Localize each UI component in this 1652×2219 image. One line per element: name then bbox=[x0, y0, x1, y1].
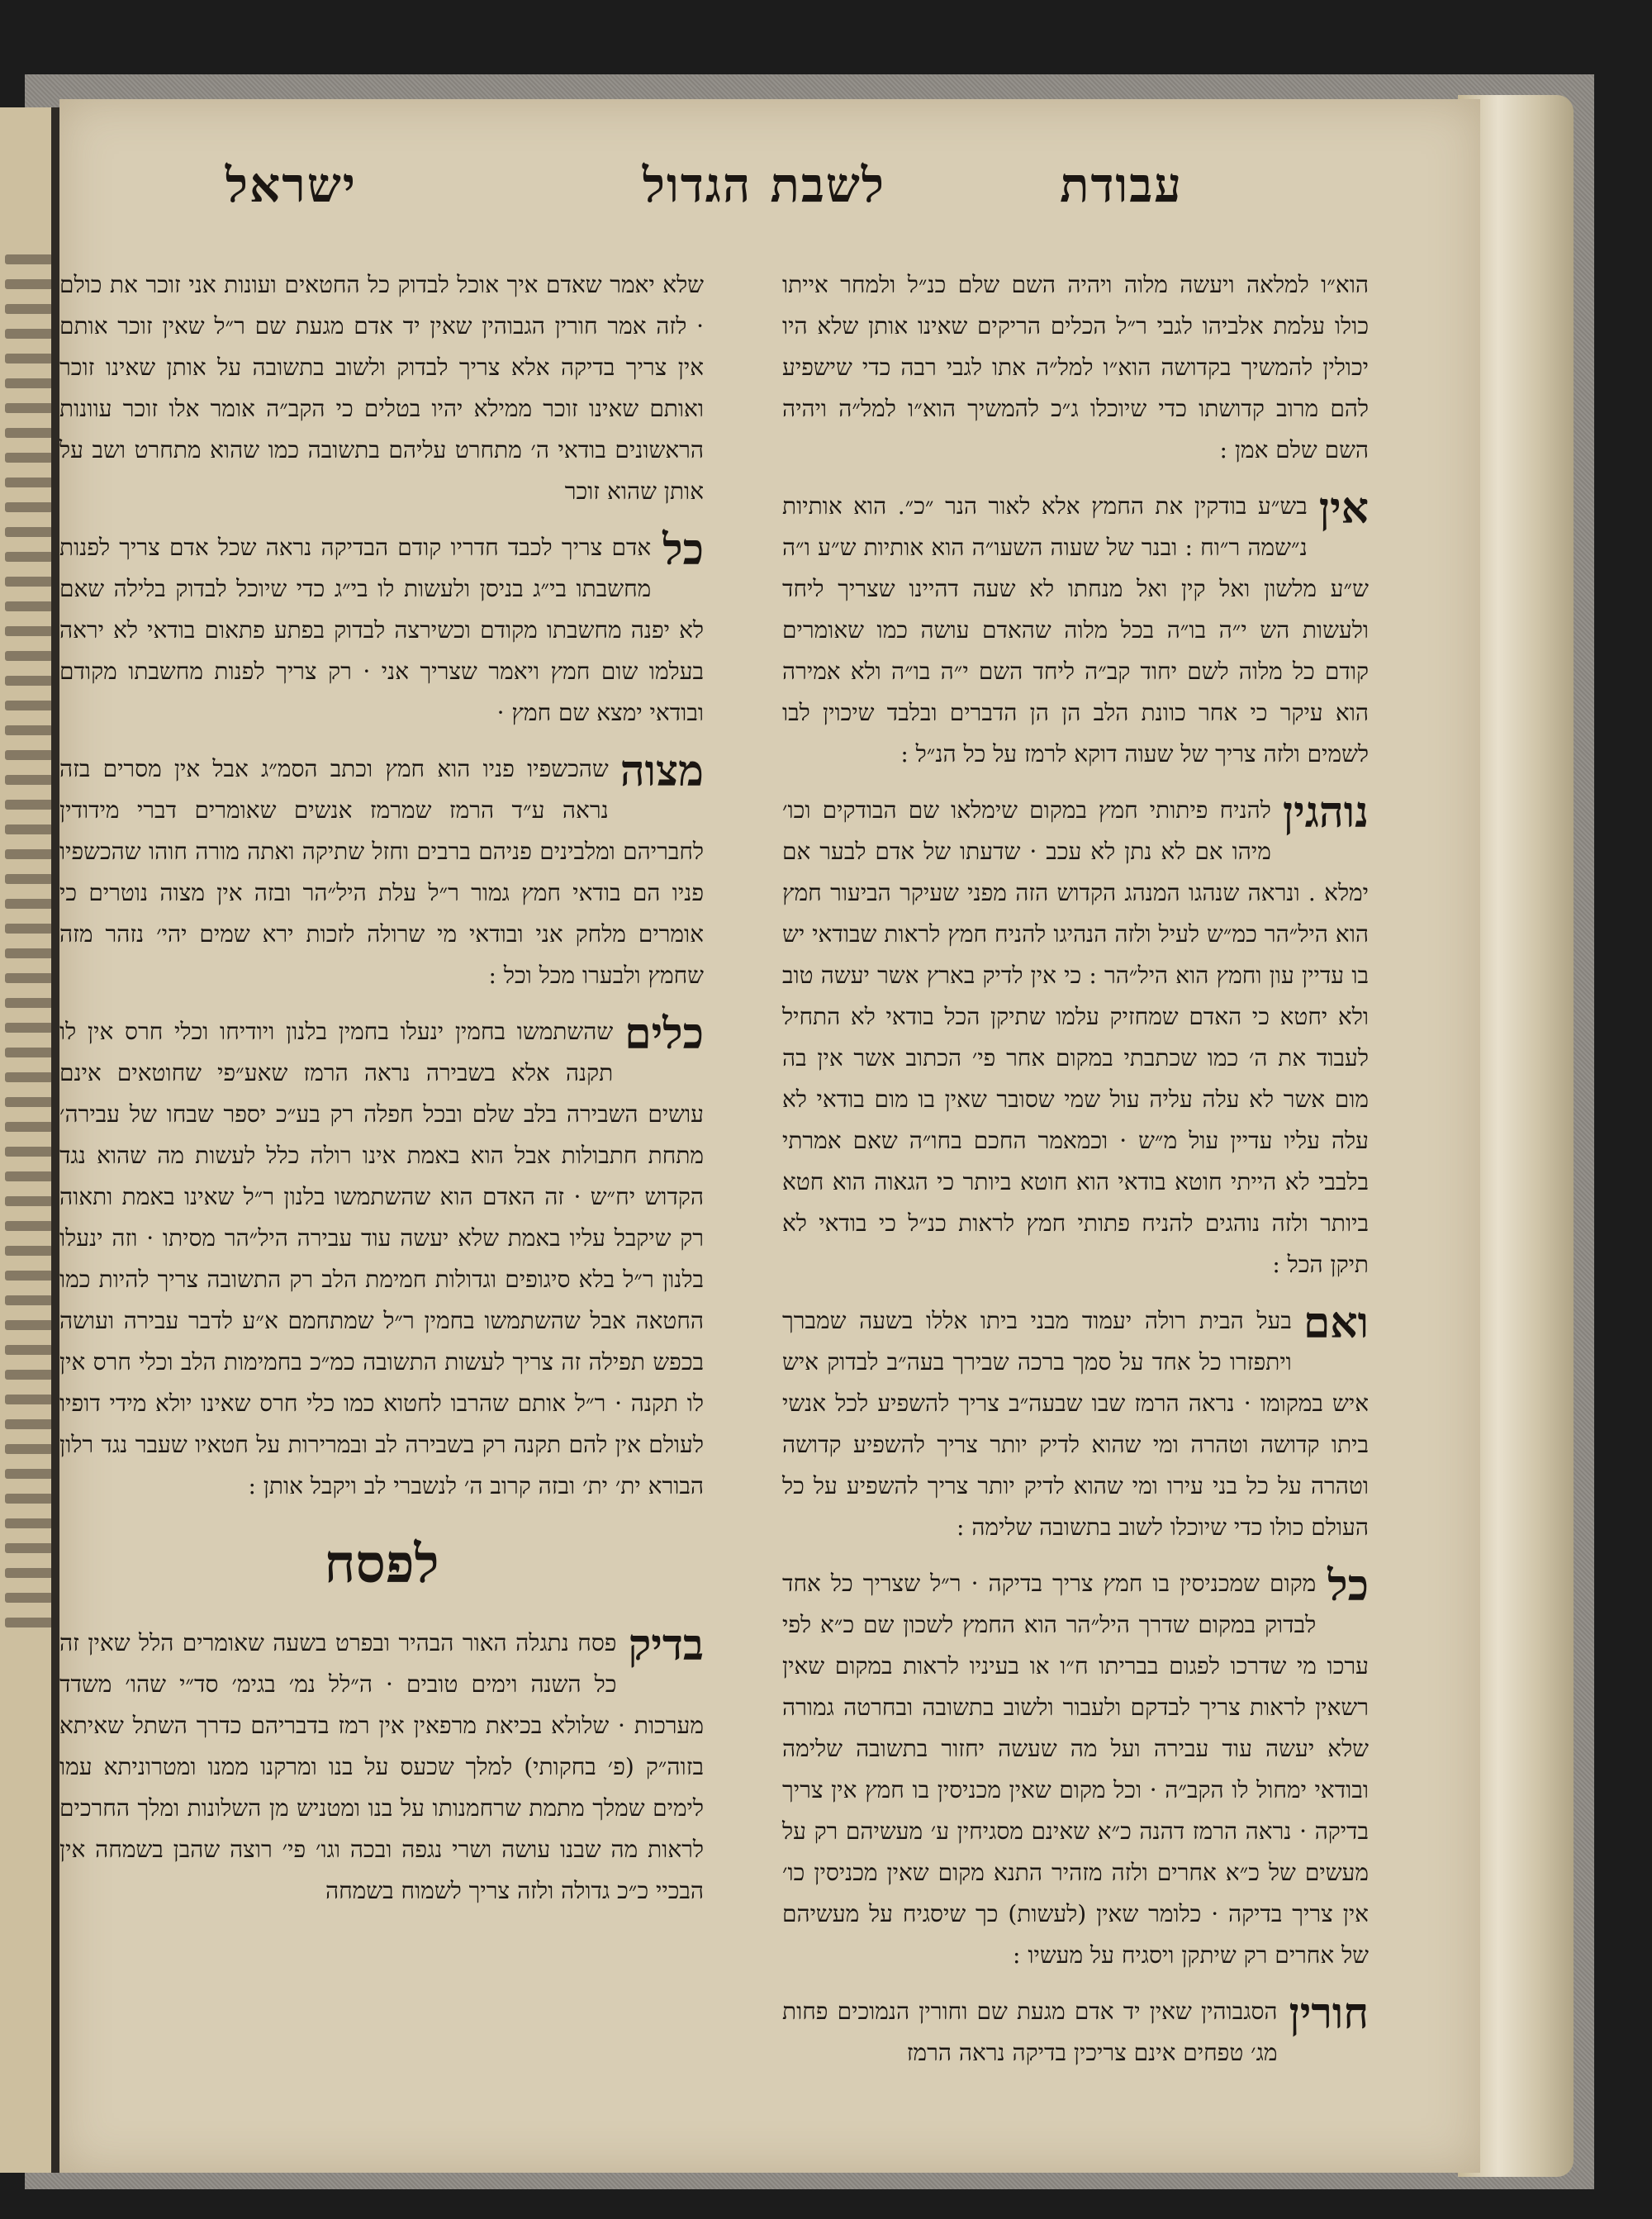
paragraph-text: שהשתמשו בחמין ינעלו בחמין בלנון ויודיחו וכלי חרס אין לו תקנה אלא בשבירה נראה הרמז שאע״פי שחוטאים אינם עושים השבירה בלב שלם ובכל חפלה רק בע״כ יספר שבחו של עבירה׳ מתחת חתבולות אבל הוא באמת אינו רולה כלל לעשות מה שהוא נגד הקדוש יח״ש · זה האדם הוא שהשתמשו בלנון ר״ל שאינו באמת ותאוה רק שיקבל עליו באמת שלא יעשה עוד עבירה היל״הר מסיתו · וזה ינעלו בלנון ר״ל בלא סיגופים וגדולות חמימת הלב רק התשובה צריך להיות כמו החטאה אבל שהשתמשו בחמין ר״ל שמתחמם א״ע לדבר עבירה ועושה בכפש תפילה זה צריך לעשות התשובה כמ״כ בחמימות הלב וכלי חרס אין לו תקנה · ר״ל אותם שהרבו לחטוא כמו כלי חרס שאינו יולא מידי דופיו לעולם אין להם תקנה רק בשבירה לב ובמרירות על חטאיו שעבר נגד רלון הבורא ית׳ ית׳ ובזה קרוב ה׳ לנשברי לב ויקבל אותן : bbox=[59, 1018, 704, 1499]
paragraph-text: להניח פיתותי חמץ במקום שימלאו שם הבודקים וכו׳ מיהו אם לא נתן לא עכב · שדעתו של אדם לבער אם ימלא . ונראה שנהגו המנהג הקדוש הזה מפני שעיקר הביעור חמץ הוא היל״הר כמ״ש לעיל ולזה הנהיגו להניח חמץ לראות שבודאי יש בו עדיין עון וחמץ הוא היל״הר : כי אין לדיק בארץ אשר יעשה טוב ולא יחטא כי האדם שמחזיק עלמו שתיקן הכל בודאי לא התחיל לעבוד את ה׳ כמו שכתבתי במקום אחר פי׳ הכתוב אשר אין בה מום אשר לא עלה עליה עול שמי שסובר שאין בו מום בודאי לא עלה עליו עדיין עול מ״ש · וכמאמר החכם בחו״ה שאם אמרתי בלבבי לא הייתי חוטא בודאי הוא חוטא ביותר כי הגאוה הוא חטא ביותר ולזה נוהגים להניח פתותי חמץ לראות כנ״ל כי בודאי לא תיקן הכל : bbox=[782, 796, 1370, 1278]
paragraph bbox=[59, 1011, 704, 1507]
header-right-word: עבודת bbox=[1060, 157, 1183, 213]
left-text-column bbox=[59, 264, 704, 2148]
paragraph bbox=[782, 787, 1370, 1285]
section-title: לפסח bbox=[324, 1533, 439, 1595]
paragraph bbox=[59, 527, 704, 734]
paragraph-text: אדם צריך לכבד חדריו קודם הבדיקה נראה שכל אדם צריך לפנות מחשבתו בי״ג בניסן ולעשות לו בי״ג כדי שיוכל לבדוק בלילה שאם לא יפנה מחשבתו מקודם וכשירצה לבדוק בפתע פתאום בודאי לא יראה בעלמו שום חמץ ויאמר שצריך אני · רק צריך לפנות מחשבתו מקודם ובודאי ימצא שם חמץ · bbox=[59, 534, 704, 726]
lead-word: כל bbox=[1327, 1561, 1369, 1611]
paragraph bbox=[59, 264, 704, 512]
paragraph bbox=[782, 1300, 1369, 1548]
lead-word: כל bbox=[662, 525, 704, 575]
lead-word: אין bbox=[1318, 483, 1369, 534]
header-center-title: לשבת הגדול bbox=[642, 157, 885, 213]
paragraph-text: מקום שמכניסין בו חמץ צריך בדיקה · ר״ל שצריך כל אחד לבדוק במקום שדרך היל״הר הוא החמץ לשכון שם כ״א לפי ערכו מי שדרכו לפגום בבריתו ח״ו או בעיניו לראות במקום שאין רשאין לראות צריך לבדקם ולעבור ולשוב בתשובה ובחרטה גמורה שלא יעשה עוד עבירה ועל מה שעשה יחזור בתשובה שלימה ובודאי ימחול לו הקב״ה · וכל מקום שאין מכניסין בו חמץ אין צריך בדיקה · נראה הרמז דהנה כ״א שאינם מסגיחין ע׳ מעשיהם רק על מעשים של כ״א אחרים ולזה מזהיר התנא מקום שאין מכניסין כו׳ אין צריך בדיקה · כלומר שאין (לעשות) כך שיסגיח על מעשיהם של אחרים רק שיתקן ויסגיח על מעשיו : bbox=[782, 1570, 1369, 1969]
paragraph bbox=[782, 1991, 1369, 2074]
paragraph-text: שהכשפיו פניו הוא חמץ וכתב הסמ״ג אבל אין מסרים בזה נראה ע״ד הרמז שמרמז אנשים שאומרים דברי מידודין לחבריהם ומלבינים פניהם ברבים וחזל שתיקה ואתה מורה חוהו שהכשפיו פניו הם בודאי חמץ גמור ר״ל עלת היל״הר ובזה אין מצוה נוטרים כי אומרים מלחק אני ובודאי מי שרולה לזכות ירא שמים יהי׳ נזהר מזה שחמץ ולבערו מכל וכל : bbox=[59, 755, 704, 989]
paragraph bbox=[782, 264, 1369, 471]
lead-word: ואם bbox=[1303, 1298, 1369, 1348]
lead-word: כלים bbox=[624, 1009, 704, 1059]
lead-word: מצוה bbox=[620, 746, 704, 796]
paragraph-text: בעל הבית רולה יעמוד מבני ביתו אללו בשעה שמברך ויתפזרו כל אחד על סמך ברכה שבירך בעה״ב לבדוק איש איש במקומו · נראה הרמז שבו שבעה״ב צריך להשפיע לכל אנשי ביתו קדושה וטהרה ומי שהוא לדיק יותר צריך להשפיע קדושה וטהרה על כל בני עירו ומי שהוא לדיק יותר צריך להשפיע על כל העולם כולו כדי שיוכלו לשוב בתשובה שלימה : bbox=[782, 1307, 1369, 1541]
paragraph bbox=[59, 1620, 704, 1912]
book-page bbox=[59, 99, 1480, 2173]
lead-word: נוהגין bbox=[1282, 787, 1369, 838]
paragraph-text: בש״ע בודקין את החמץ אלא לאור הנר ״כ״. הוא אותיות נ״שמה ר״וח : ובנר של שעוה השעו״ה הוא אותיות ש״ע ו״ה ש״ע מלשון ואל קין ואל מנחתו לא שעה דהיינו שצריך ליחד ולעשות הש י״ה בו״ה בכל מלוה שהאדם עושה כמו שאומרים קודם כל מלוה לשם יחוד קב״ה ליחד השם י״ה בו״ה ולא אמירה הוא עיקר כי אחר כוונת הלב הן הן הדברים ובלבד שיכוין לבו לשמים ולזה צריך של שעוה דוקא לרמז על כל הנ״ל : bbox=[782, 492, 1369, 767]
paragraph-text: הסגבוהין שאין יד אדם מגעת שם וחורין הנמוכים פחות מג׳ טפחים אינם צריכין בדיקה נראה הרמז bbox=[782, 1998, 1278, 2066]
lead-word: בדיק bbox=[628, 1620, 704, 1670]
paragraph bbox=[782, 1563, 1369, 1976]
lead-word: חורין bbox=[1289, 1989, 1369, 2039]
paragraph-text: הוא״ו למלאה ויעשה מלוה ויהיה השם שלם כנ״ל ולמחר אייתו כולו עלמת אלביהו לגבי ר״ל הכלים הריקים שאינו אותן שלא היו יכולין להמשיך בקדושה הוא״ו למל״ה אתו לגבי רבה כדי שישפיע להם מרוב קדושתו כדי שיוכלו ג״כ להמשיך הוא״ו למל״ה ויהיה השם שלם אמן : bbox=[782, 271, 1370, 463]
paragraph bbox=[59, 748, 704, 996]
running-header bbox=[59, 157, 1480, 248]
previous-page-edge bbox=[0, 107, 58, 2173]
right-text-column bbox=[782, 264, 1369, 2148]
header-left-word: ישראל bbox=[225, 157, 357, 213]
paragraph-text: פסח נתגלה האור הבהיר ובפרט בשעה שאומרים הלל שאין זה כל השנה וימים טובים · ה״לל נמ׳ בגימ׳ סד״י שהו׳ משדד מערכות · שלולא בכיאת מרפאין אין רמז בדבריהם כדרך השתל שאיתא בזוה״ק (פ׳ בחקותי) למלך שכעס על בנו ומרקנו ממנו ומטרוניתא עמו לימים שמלך מתמת שרחמנותו על בנו ומטניש מן השלונות ומלך החרכים לראות מה שבנו עושה ושרי נגפה ובכה וגו׳ פי׳ רוצה שהבן בשמחה אין הבכיי כ״כ גדולה ולזה צריך לשמוח בשמחה bbox=[59, 1629, 704, 1904]
paragraph-text: שלא יאמר שאדם איך אוכל לבדוק כל החטאים ועונות אני זוכר את כולם · לזה אמר חורין הגבוהין שאין יד אדם מגעת שם ר״ל שאין זוכר אותם אין צריך בדיקה אלא צריך לבדוק ולשוב בתשובה על אותן שאינו זוכר ואותם שאינו זוכר ממילא יהיו בטלים כי הקב״ה אומר אלו זוכר עוונות הראשונים בודאי ה׳ מתחרט עליהם בתשובה כמו שהוא מתחרט ושב על אותן שהוא זוכר bbox=[59, 271, 704, 505]
paragraph bbox=[782, 483, 1369, 775]
